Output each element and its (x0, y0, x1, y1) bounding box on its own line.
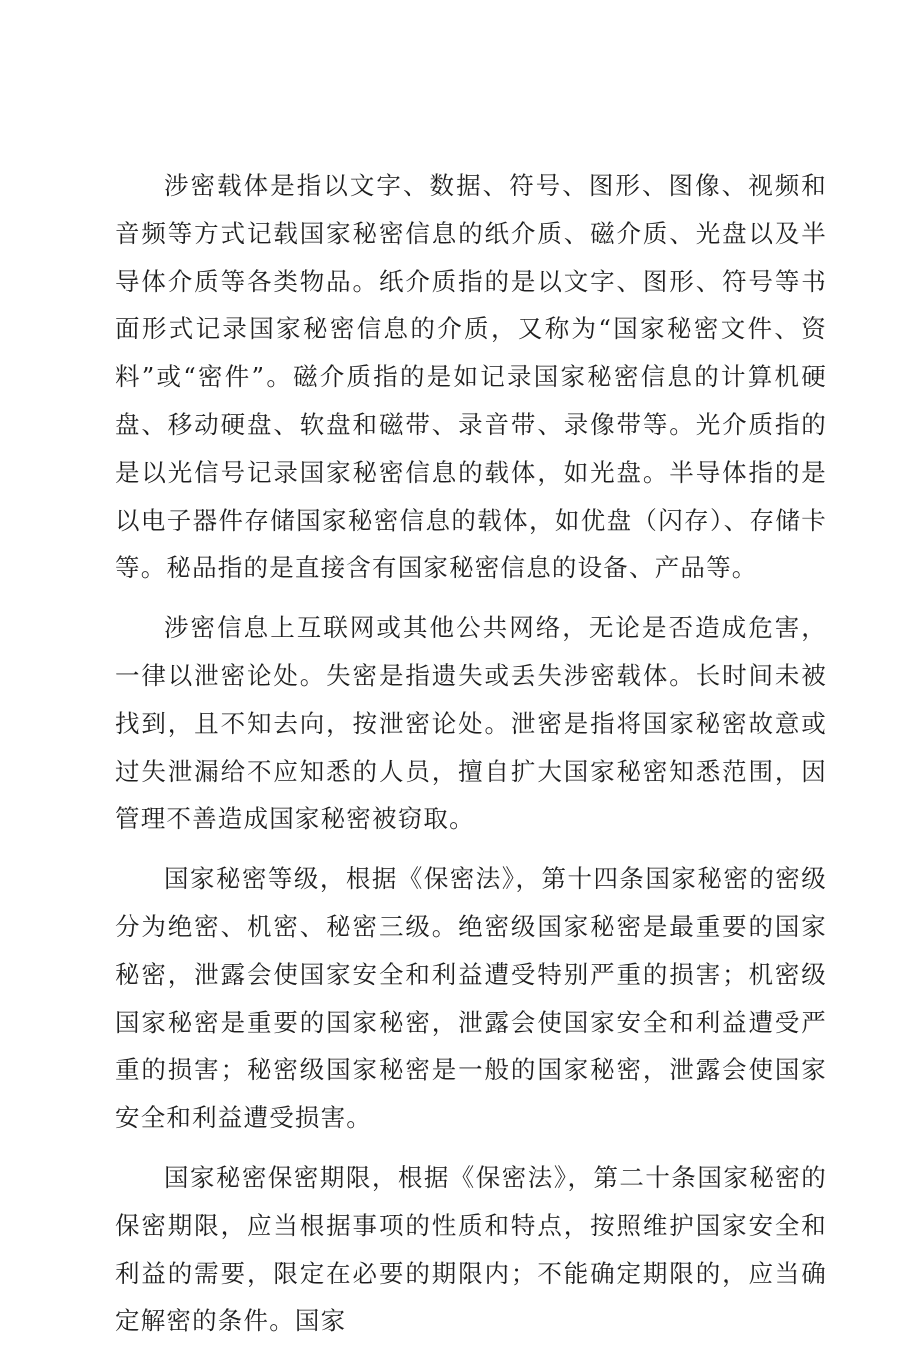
paragraph-secrecy-levels: 国家秘密等级，根据《保密法》，第十四条国家秘密的密级分为绝密、机密、秘密三级。绝密级国家秘密是最重要的国家秘密，泄露会使国家安全和利益遭受特别严重的损害；机密级国家秘密是重要的国家秘密，泄露会使国家安全和利益遭受严重的损害；秘密级国家秘密是一般的国家秘密，泄露会使国家安全和利益遭受损害。 (115, 864, 827, 1133)
paragraph-secrecy-period: 国家秘密保密期限，根据《保密法》，第二十条国家秘密的保密期限，应当根据事项的性质和特点，按照维护国家安全和利益的需要，限定在必要的期限内；不能确定期限的，应当确定解密的条件。国家 (115, 1162, 827, 1336)
document-body (115, 162, 827, 1357)
paragraph-leak-definition: 涉密信息上互联网或其他公共网络，无论是否造成危害，一律以泄密论处。失密是指遗失或丢失涉密载体。长时间未被找到，且不知去向，按泄密论处。泄密是指将国家秘密故意或过失泄漏给不应知悉的人员，擅自扩大国家秘密知悉范围，因管理不善造成国家秘密被窃取。 (115, 613, 827, 834)
paragraph-classified-carriers: 涉密载体是指以文字、数据、符号、图形、图像、视频和音频等方式记载国家秘密信息的纸介质、磁介质、光盘以及半导体介质等各类物品。纸介质指的是以文字、图形、符号等书面形式记录国家秘密信息的介质，又称为“国家秘密文件、资料”或“密件”。磁介质指的是如记录国家秘密信息的计算机硬盘、移动硬盘、软盘和磁带、录音带、录像带等。光介质指的是以光信号记录国家秘密信息的载体，如光盘。半导体指的是以电子器件存储国家秘密信息的载体，如优盘（闪存）、存储卡等。秘品指的是直接含有国家秘密信息的设备、产品等。 (115, 171, 827, 583)
